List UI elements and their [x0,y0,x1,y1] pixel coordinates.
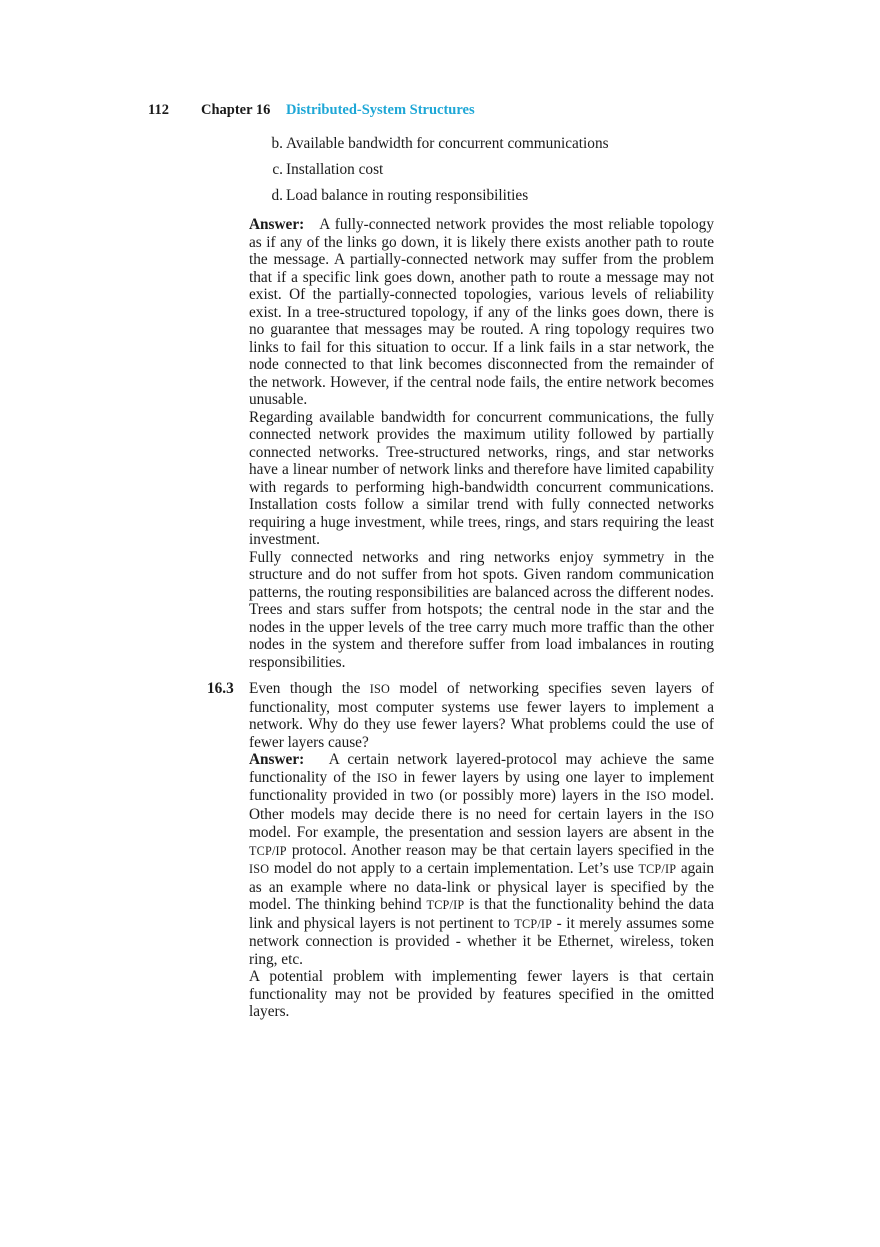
list-item-text: Load balance in routing responsibilities [286,187,529,204]
answer-text: A fully-connected network provides the most reliable topology as if any of the links go down, it is likely there exists another path to route the message. A partially-connected network may suffer from the problem that if a specific link goes down, another path to route a message may not exist. Of the partially-connected topologies, various levels of reliability exist. In a tree-structured topology, if any of the links goes down, there is no guarantee that messages may be routed. A ring topology requires two links to fail for this situation to occur. If a link fails in a star network, the node connected to that link becomes disconnected from the remainder of the network. However, if the central node fails, the entire network becomes unusable. [249,216,714,408]
question-block [207,680,714,1021]
answer-paragraph: Regarding available bandwidth for concurrent communications, the fully connected network provides the maximum utility followed by partially connected networks. Tree-structured networks, rings, and star networks have a linear number of network links and therefore have limited capability with regards to performing high-bandwidth concurrent communications. Installation costs follow a similar trend with fully connected networks requiring a huge investment, while trees, rings, and stars requiring the least investment. [249,408,714,548]
answer-paragraph: A potential problem with implementing fewer layers is that certain functionality may not be provided by features specified in the omitted layers. [249,968,714,1020]
page-number: 112 [148,102,169,118]
list-marker: d. [271,187,283,204]
page-body [207,135,714,1021]
chapter-label: Chapter 16 [201,102,271,118]
answer-paragraph: Answer: A certain network layered-protocol may achieve the same functionality of the ISO in fewer layers by using one layer to implement functionality provided in two (or possibly more) layers in the ISO model. Other models may decide there is no need for certain layers in the ISO model. For example, the presentation and session layers are absent in the TCP/IP protocol. Another reason may be that certain layers specified in the ISO model do not apply to a certain implementation. Let’s use TCP/IP again as an example where no data-link or physical layer is specified by the model. The thinking behind TCP/IP is that the functionality behind the data link and physical layers is not pertinent to TCP/IP - it merely assumes some network connection is provided - whether it be Ethernet, wireless, token ring, etc. [249,751,714,968]
chapter-title: Distributed-System Structures [286,102,475,118]
list-marker: b. [271,135,283,152]
list-item-text: Installation cost [286,161,384,178]
running-header [148,101,748,119]
question-number: 16.3 [207,680,234,697]
answer-paragraph: Fully connected networks and ring networks enjoy symmetry in the structure and do not suffer from hot spots. Given random communication patterns, the routing responsibilities are balanced across the different nodes. Trees and stars suffer from hotspots; the central node in the star and the nodes in the upper levels of the tree carry much more traffic than the other nodes in the system and therefore suffer from load imbalances in routing responsibilities. [249,548,714,671]
list-marker: c. [272,161,283,178]
list-item [242,161,714,187]
answer-paragraph [249,216,714,409]
option-list [249,135,714,213]
list-item-text: Available bandwidth for concurrent communications [286,135,609,152]
question-text: Even though the ISO model of networking specifies seven layers of functionality, most computer systems use fewer layers to implement a network. Why do they use fewer layers? What problems could the use of fewer layers cause? [249,680,714,751]
answer-label: Answer: [249,216,305,233]
list-item [242,135,714,161]
answer-label: Answer: [249,751,305,768]
list-item [242,187,714,213]
